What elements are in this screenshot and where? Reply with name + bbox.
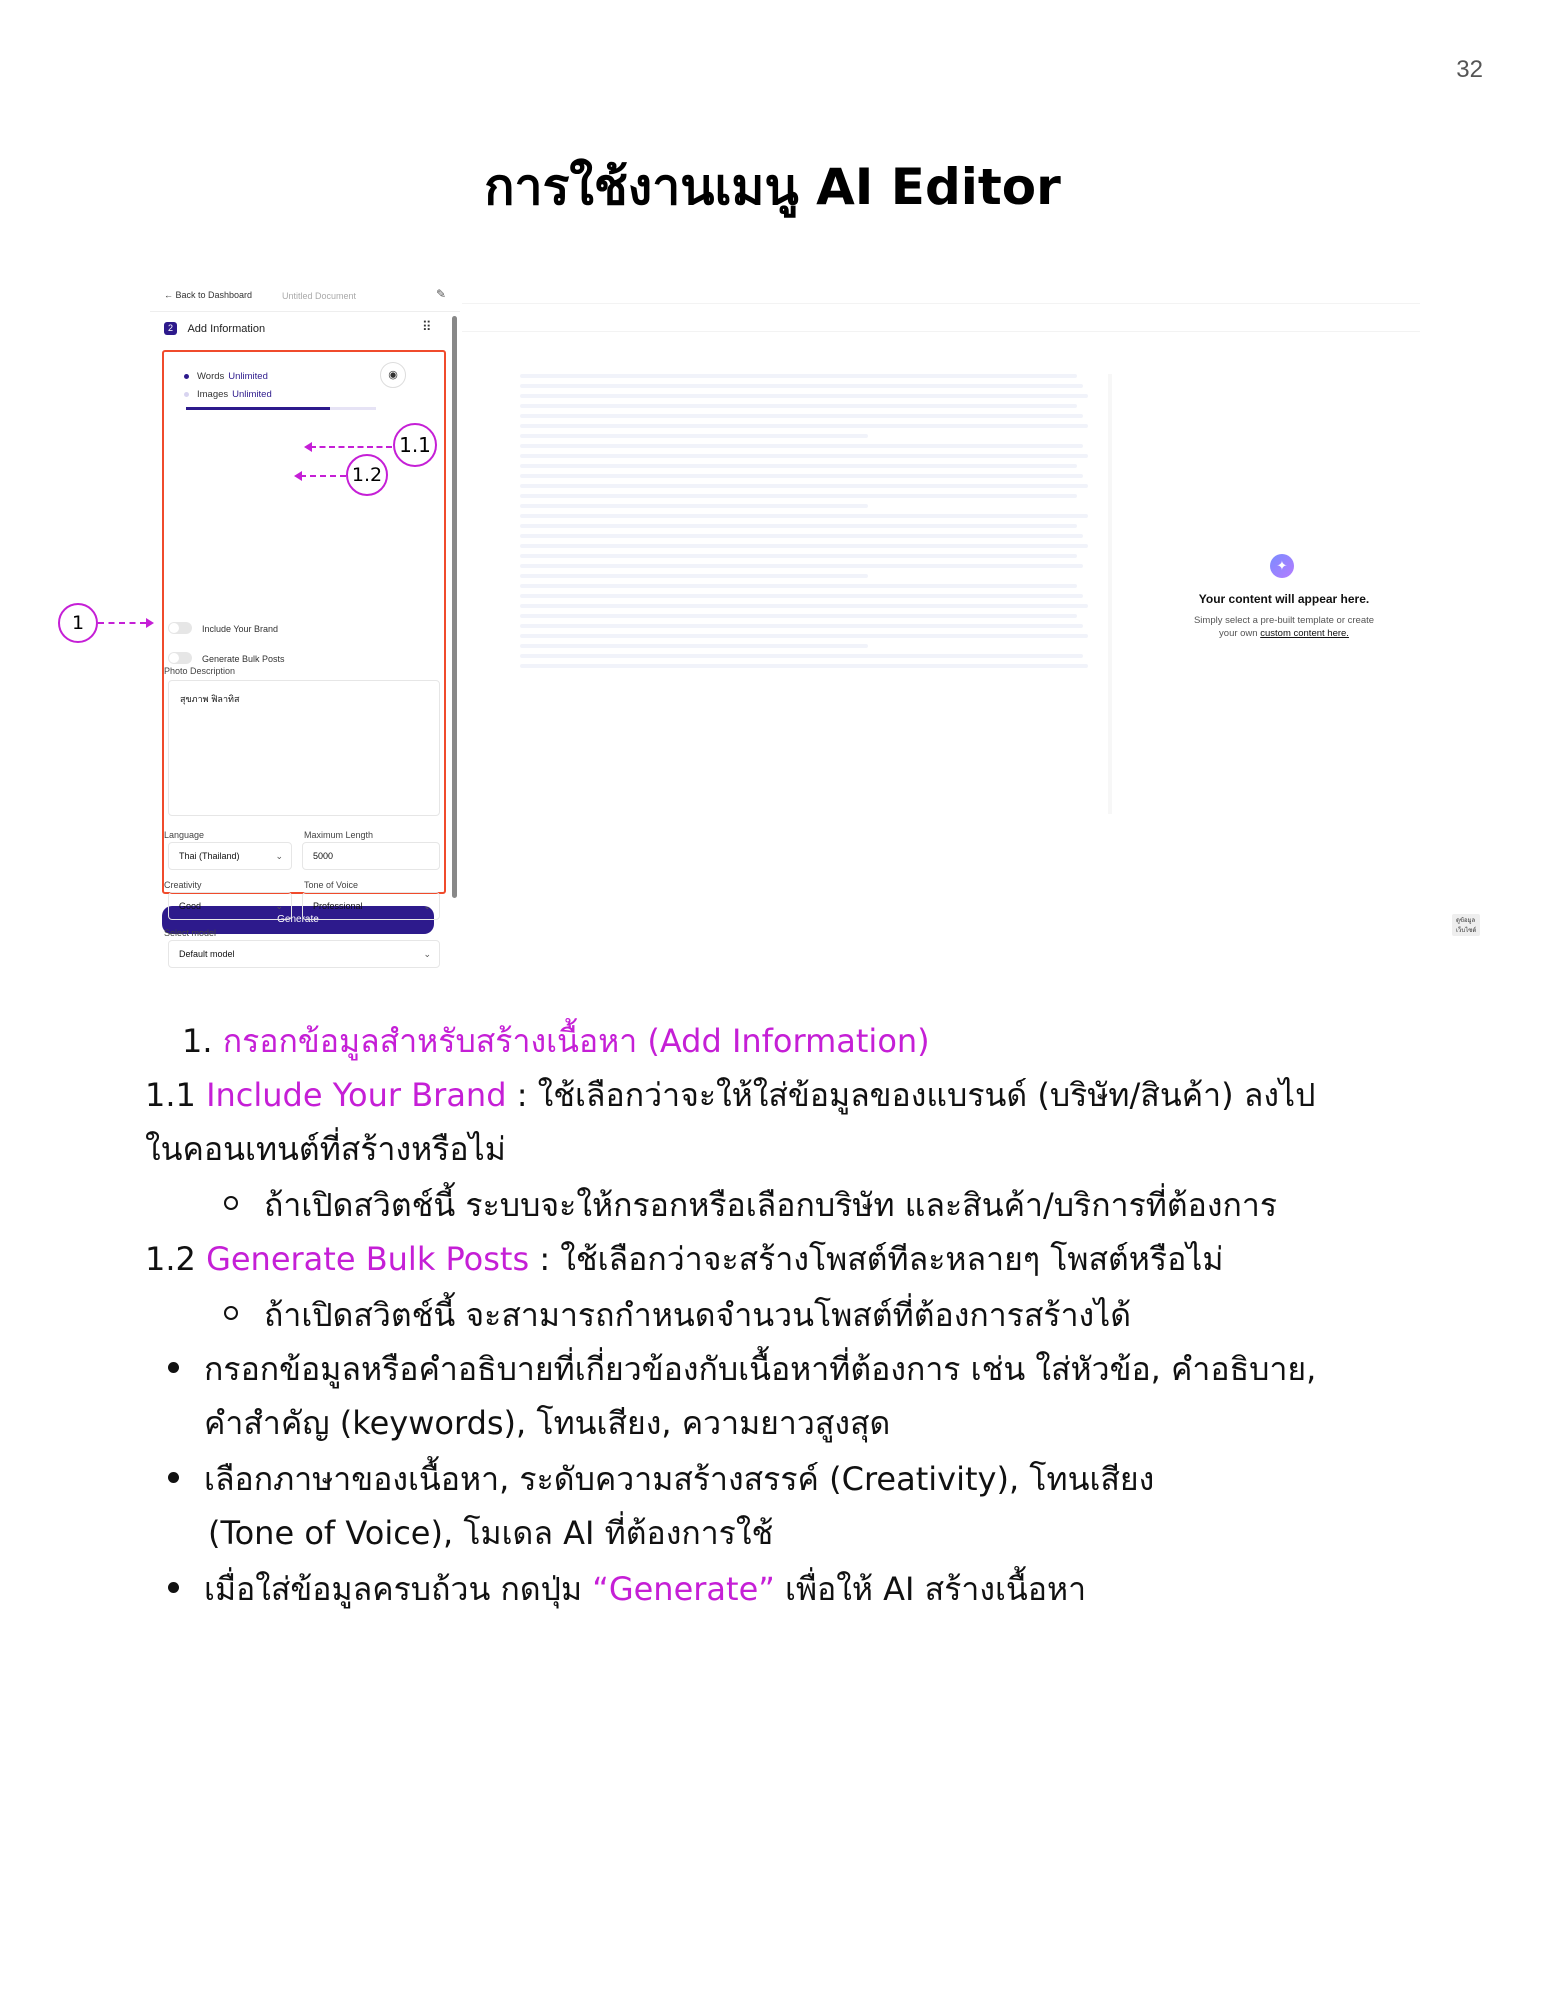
arrow-head-icon	[304, 442, 312, 452]
bullet	[168, 1582, 179, 1593]
bullet-1-line-1: กรอกข้อมูลหรือคำอธิบายที่เกี่ยวข้องกับเนื้อหาที่ต้องการ เช่น ใส่หัวข้อ, คำอธิบาย,	[204, 1350, 1317, 1388]
faded-text-line	[520, 494, 1077, 498]
custom-content-link[interactable]: custom content here.	[1260, 628, 1349, 639]
faded-text-line	[520, 664, 1088, 668]
faded-text-line	[520, 384, 1083, 388]
item-1-1: 1.1 Include Your Brand : ใช้เลือกว่าจะให้ใส่ข้อมูลของแบรนด์ (บริษัท/สินค้า) ลงไป	[145, 1076, 1316, 1114]
chevron-down-icon: ⌄	[275, 851, 283, 861]
bulk-posts-label: Generate Bulk Posts	[202, 654, 285, 664]
words-usage: Words Unlimited	[184, 368, 272, 386]
faded-text-line	[520, 424, 1088, 428]
faded-text-line	[520, 504, 868, 508]
section-heading: 1. กรอกข้อมูลสำหรับสร้างเนื้อหา (Add Information)	[182, 1022, 930, 1060]
faded-document-preview	[520, 374, 1100, 714]
faded-text-line	[520, 534, 1083, 538]
generate-button[interactable]: Generate	[162, 906, 434, 934]
callout-1-2: 1.2	[346, 454, 388, 496]
faded-text-line	[520, 404, 1077, 408]
faded-text-line	[520, 514, 1088, 518]
creativity-select[interactable]: Good ⌄	[168, 892, 292, 920]
editor-format-toolbar	[462, 306, 1420, 332]
faded-text-line	[520, 464, 1077, 468]
faded-text-line	[520, 444, 1083, 448]
faded-text-line	[520, 474, 1083, 478]
model-value: Default model	[179, 949, 235, 959]
faded-text-line	[520, 594, 1083, 598]
panel-controls-continued	[150, 276, 460, 936]
faded-text-line	[520, 414, 1083, 418]
arrow-head-icon	[294, 471, 302, 481]
faded-text-line	[520, 554, 1077, 558]
callout-1-arrow	[98, 622, 146, 624]
empty-state-title: Your content will appear here.	[1198, 592, 1370, 606]
editor-canvas-area	[462, 276, 1477, 936]
faded-text-line	[520, 574, 868, 578]
item-1-2-sub: ถ้าเปิดสวิตช์นี้ จะสามารถกำหนดจำนวนโพสต์ที่ต้องการสร้างได้	[264, 1296, 1132, 1334]
photo-description-label: Photo Description	[164, 666, 236, 676]
grid-icon[interactable]: ⠿	[422, 319, 432, 334]
bullet	[168, 1362, 179, 1373]
language-label: Language	[164, 830, 205, 840]
bullet-1-line-2: คำสำคัญ (keywords), โทนเสียง, ความยาวสูงสุด	[204, 1404, 891, 1442]
sub-bullet	[224, 1306, 238, 1320]
callout-1: 1	[58, 603, 98, 643]
faded-text-line	[520, 434, 868, 438]
tone-value: Professional	[313, 901, 363, 911]
step-number-badge: 2	[164, 322, 177, 335]
sub-bullet	[224, 1196, 238, 1210]
faded-text-line	[520, 394, 1088, 398]
callout-1-1: 1.1	[393, 423, 437, 467]
images-usage: Images Unlimited	[184, 386, 272, 404]
page-number: 32	[1456, 56, 1483, 83]
select-model-label: Select model	[164, 928, 217, 938]
faded-text-line	[520, 454, 1088, 458]
callout-1-1-arrow	[310, 446, 392, 448]
max-length-input[interactable]: 5000	[302, 842, 440, 870]
creativity-label: Creativity	[164, 880, 202, 890]
faded-text-line	[520, 564, 1083, 568]
bullet	[168, 1472, 179, 1483]
chevron-down-icon: ⌄	[423, 901, 431, 911]
faded-text-line	[520, 654, 1083, 658]
page-title: การใช้งานเมนู AI Editor	[484, 158, 1061, 216]
photo-description-value: สุขภาพ ฟิลาทิส	[180, 694, 240, 704]
callout-1-2-arrow	[300, 475, 346, 477]
chevron-down-icon: ⌄	[423, 949, 431, 959]
faded-text-line	[520, 614, 1077, 618]
faded-text-line	[520, 644, 868, 648]
faded-text-line	[520, 374, 1077, 378]
item-1-2: 1.2 Generate Bulk Posts : ใช้เลือกว่าจะสร้างโพสต์ทีละหลายๆ โพสต์หรือไม่	[145, 1240, 1224, 1278]
item-1-1-continued: ในคอนเทนต์ที่สร้างหรือไม่	[145, 1130, 506, 1168]
item-1-1-sub: ถ้าเปิดสวิตช์นี้ ระบบจะให้กรอกหรือเลือกบริษัท และสินค้า/บริการที่ต้องการ	[264, 1186, 1277, 1224]
language-select[interactable]: Thai (Thailand) ⌄	[168, 842, 292, 870]
faded-text-line	[520, 634, 1088, 638]
arrow-head-icon	[146, 618, 154, 628]
faded-text-line	[520, 604, 1088, 608]
tone-label: Tone of Voice	[304, 880, 359, 890]
bullet-2-line-1: เลือกภาษาของเนื้อหา, ระดับความสร้างสรรค์ (Creativity), โทนเสียง	[204, 1460, 1155, 1498]
pencil-icon[interactable]: ✎	[436, 287, 447, 301]
faded-text-line	[520, 484, 1088, 488]
bullet-2-line-2: (Tone of Voice), โมเดล AI ที่ต้องการใช้	[208, 1514, 774, 1552]
faded-text-line	[520, 624, 1083, 628]
document-title[interactable]: Untitled Document	[282, 291, 357, 301]
faded-text-line	[520, 584, 1077, 588]
max-length-label: Maximum Length	[304, 830, 374, 840]
editor-top-toolbar	[462, 276, 1420, 304]
step-title: Add Information	[187, 322, 266, 335]
faded-text-line	[520, 544, 1088, 548]
bullet-3: เมื่อใส่ข้อมูลครบถ้วน กดปุ่ม “Generate” เพื่อให้ AI สร้างเนื้อหา	[204, 1570, 1087, 1608]
sparkle-icon: ✦	[1270, 554, 1294, 578]
eye-icon[interactable]: ◉	[380, 362, 406, 388]
include-brand-label: Include Your Brand	[202, 624, 279, 634]
empty-state-subtitle: Simply select a pre-built template or create your own custom content here.	[1193, 615, 1375, 639]
model-select[interactable]	[168, 940, 440, 968]
back-to-dashboard-link[interactable]: ← Back to Dashboard	[164, 290, 253, 300]
website-info-badge[interactable]: ดูข้อมูลเว็บไซต์	[1452, 914, 1480, 936]
chevron-down-icon: ⌄	[275, 901, 283, 911]
faded-text-line	[520, 524, 1077, 528]
